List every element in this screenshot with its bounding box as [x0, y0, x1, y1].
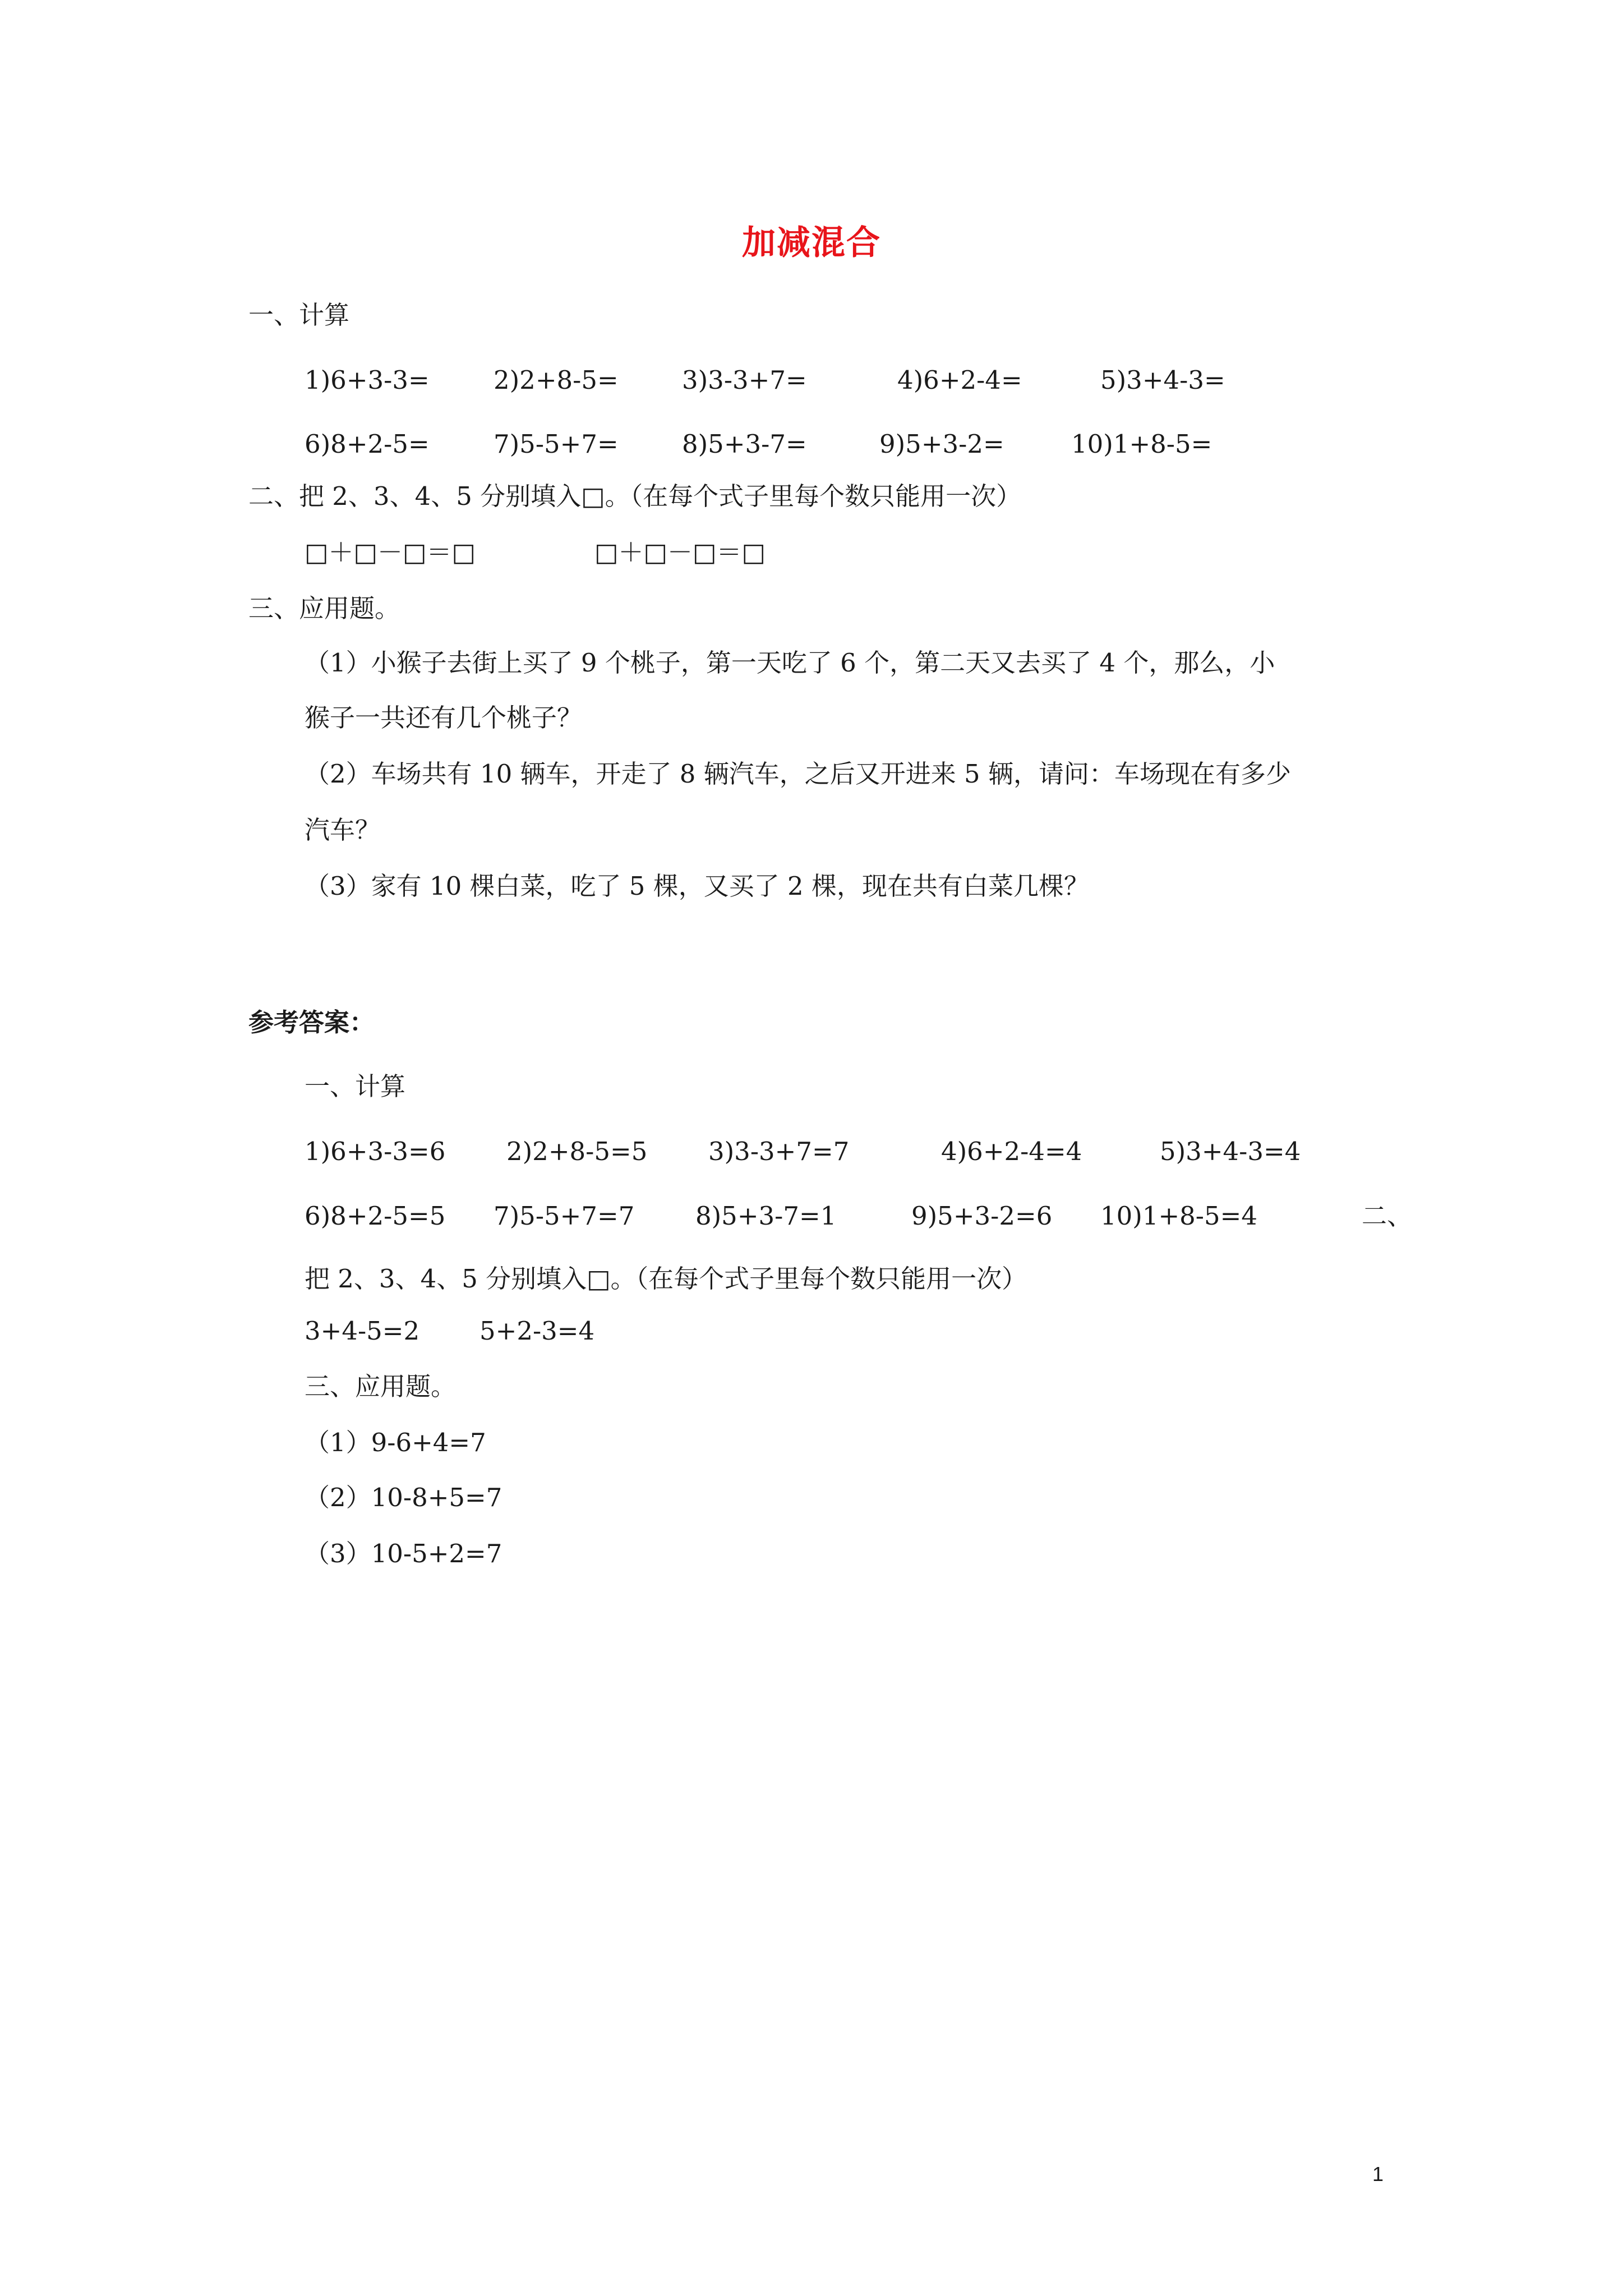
calc-answer: 2)2+8-5=5 — [506, 1137, 648, 1166]
answer-section1-heading: 一、计算 — [305, 1071, 406, 1101]
calc-item: 2)2+8-5= — [494, 365, 619, 395]
word-problem-answer: （3）10-5+2=7 — [305, 1539, 502, 1568]
section1-heading: 一、计算 — [248, 300, 350, 330]
answers-heading: 参考答案： — [248, 1007, 375, 1037]
calc-answer: 3)3-3+7=7 — [708, 1137, 850, 1166]
calc-answer: 5)3+4-3=4 — [1160, 1137, 1301, 1166]
word-problem-line: （2）车场共有 10 辆车，开走了 8 辆汽车，之后又开进来 5 辆，请问：车场现在有多少 — [305, 759, 1291, 789]
calc-item: 4)6+2-4= — [897, 365, 1022, 395]
page-number: 1 — [1372, 2162, 1384, 2185]
calc-answer: 7)5-5+7=7 — [494, 1201, 635, 1231]
answer-section2-line: 把 2、3、4、5 分别填入□。（在每个式子里每个数只能用一次） — [305, 1264, 1027, 1294]
word-problem-line: （3）家有 10 棵白菜，吃了 5 棵，又买了 2 棵，现在共有白菜几棵？ — [305, 871, 1089, 901]
calc-item: 7)5-5+7= — [494, 429, 619, 459]
box-equation: □＋□－□＝□ — [305, 537, 476, 567]
calc-item: 10)1+8-5= — [1071, 429, 1212, 459]
calc-item: 9)5+3-2= — [879, 429, 1004, 459]
answer-section2-prefix: 二、 — [1362, 1201, 1413, 1231]
calc-answer: 4)6+2-4=4 — [941, 1137, 1082, 1166]
calc-item: 5)3+4-3= — [1100, 365, 1225, 395]
calc-answer: 6)8+2-5=5 — [305, 1201, 446, 1231]
fill-answer: 3+4-5=2 — [305, 1316, 420, 1346]
box-equation: □＋□－□＝□ — [594, 537, 766, 567]
fill-answer: 5+2-3=4 — [479, 1316, 595, 1346]
section2-heading: 二、把 2、3、4、5 分别填入□。（在每个式子里每个数只能用一次） — [248, 481, 1022, 511]
calc-item: 3)3-3+7= — [682, 365, 807, 395]
page-title: 加减混合 — [742, 223, 881, 263]
calc-item: 1)6+3-3= — [305, 365, 430, 395]
calc-item: 6)8+2-5= — [305, 429, 430, 459]
calc-answer: 10)1+8-5=4 — [1100, 1201, 1257, 1231]
calc-answer: 8)5+3-7=1 — [695, 1201, 837, 1231]
calc-answer: 9)5+3-2=6 — [911, 1201, 1053, 1231]
word-problem-answer: （1）9-6+4=7 — [305, 1428, 486, 1457]
word-problem-answer: （2）10-8+5=7 — [305, 1483, 502, 1512]
answer-section3-heading: 三、应用题。 — [305, 1372, 457, 1401]
word-problem-line: （1）小猴子去街上买了 9 个桃子，第一天吃了 6 个，第二天又去买了 4 个，那么，小 — [305, 648, 1275, 678]
section3-heading: 三、应用题。 — [248, 593, 400, 623]
calc-answer: 1)6+3-3=6 — [305, 1137, 446, 1166]
word-problem-line: 猴子一共还有几个桃子？ — [305, 703, 583, 733]
calc-item: 8)5+3-7= — [682, 429, 807, 459]
word-problem-line: 汽车？ — [305, 815, 381, 845]
